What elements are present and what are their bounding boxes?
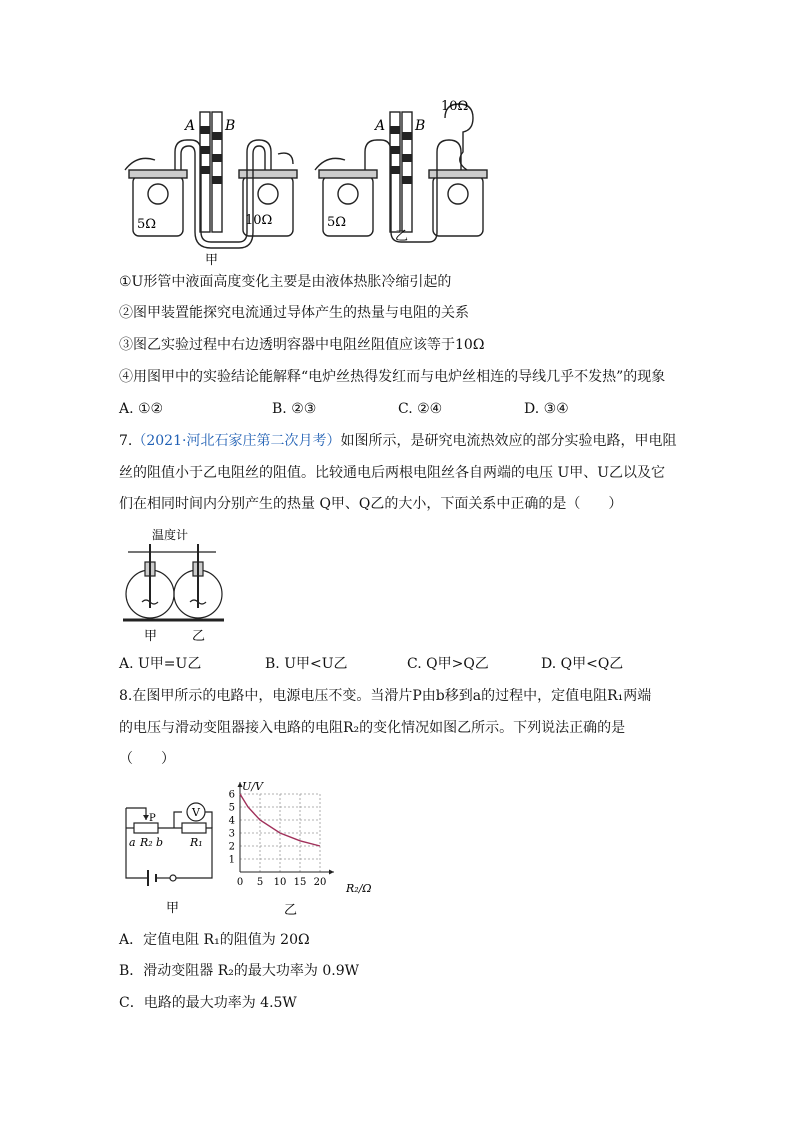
q6-option-c[interactable]: C. ②④ <box>398 401 443 417</box>
q7-line-2: 丝的阻值小于乙电阻丝的阻值。比较通电后两根电阻丝各自两端的电压 U甲、U乙以及它 <box>119 465 666 481</box>
q8-circuit-slider-p: P <box>149 813 156 824</box>
y-tick-label: 5 <box>228 802 235 814</box>
fig1-caption-left: 甲 <box>205 253 219 268</box>
q7-flask-right-label: 乙 <box>192 629 206 643</box>
fig1-res-5-right: 5Ω <box>327 215 347 230</box>
q6-option-b[interactable]: B. ②③ <box>272 401 317 417</box>
q6-statement-3: ③图乙实验过程中右边透明容器中电阻丝阻值应该等于10Ω <box>119 337 485 353</box>
fig1-label-b-right: B <box>415 118 426 134</box>
q6-statement-1: ①U形管中液面高度变化主要是由液体热胀冷缩引起的 <box>119 274 452 290</box>
q7-number: 7. <box>119 433 133 449</box>
x-tick-label: 0 <box>236 877 244 888</box>
q7-line-1-text: 如图所示，是研究电流热效应的部分实验电路，甲电阻 <box>340 433 677 449</box>
q8-line-1: 8.在图甲所示的电路中，电源电压不变。当滑片P由b移到a的过程中，定值电阻R₁两端 <box>119 688 652 704</box>
fig1-caption-right: 乙 <box>395 229 409 244</box>
q8-voltage-chart <box>224 778 384 918</box>
q8-line-2: 的电压与滑动变阻器接入电路的电阻R₂的变化情况如图乙所示。下列说法正确的是 <box>119 720 626 736</box>
q8-circuit-caption: 甲 <box>166 901 180 915</box>
q8-circuit-diagram <box>120 790 220 915</box>
q8-option-c[interactable]: C．电路的最大功率为 4.5W <box>119 995 297 1011</box>
q8-circuit-label-r1: R₁ <box>190 836 203 849</box>
q7-option-a[interactable]: A. U甲=U乙 <box>119 656 202 672</box>
q8-option-b[interactable]: B．滑动变阻器 R₂的最大功率为 0.9W <box>119 963 359 979</box>
fig1-res-5-left: 5Ω <box>137 217 157 232</box>
x-tick-label: 15 <box>293 877 307 888</box>
chart-x-axis-label: R₂/Ω <box>346 882 372 895</box>
q6-option-d[interactable]: D. ③④ <box>524 401 569 417</box>
q8-line-3: （ ） <box>119 751 175 767</box>
q7-option-b[interactable]: B. U甲<U乙 <box>265 656 348 672</box>
y-tick-label: 1 <box>228 854 235 866</box>
q7-source: （2021·河北石家庄第二次月考） <box>132 433 341 449</box>
u-tube-figure <box>115 92 505 270</box>
q7-option-d[interactable]: D. Q甲<Q乙 <box>541 656 624 672</box>
q8-circuit-label-a: a <box>129 836 136 849</box>
x-tick-label: 10 <box>273 877 287 888</box>
chart-axes <box>238 782 335 875</box>
y-tick-label: 2 <box>228 841 235 853</box>
q7-thermometer-label: 温度计 <box>152 528 189 542</box>
q8-circuit-label-b: b <box>156 836 164 849</box>
fig1-res-10-left: 10Ω <box>245 213 273 228</box>
q6-statement-2: ②图甲装置能探究电流通过导体产生的热量与电阻的关系 <box>119 305 469 321</box>
y-tick-label: 6 <box>228 789 235 801</box>
q8-circuit-voltmeter: V <box>192 806 200 819</box>
q8-option-a[interactable]: A．定值电阻 R₁的阻值为 20Ω <box>119 932 310 948</box>
fig1-label-a-right: A <box>375 118 386 134</box>
q7-flask-left-label: 甲 <box>144 629 158 643</box>
y-tick-label: 3 <box>228 828 235 840</box>
y-tick-label: 4 <box>228 815 235 827</box>
fig1-label-a: A <box>185 118 196 134</box>
x-axis-arrow <box>329 870 334 875</box>
q6-option-a[interactable]: A. ①② <box>119 401 164 417</box>
chart-y-axis-label: U/V <box>242 780 263 793</box>
q6-statement-4: ④用图甲中的实验结论能解释“电炉丝热得发红而与电炉丝相连的导线几乎不发热”的现象 <box>119 369 666 385</box>
x-tick-label: 20 <box>313 877 327 888</box>
fig1-res-10-top: 10Ω <box>441 99 469 114</box>
chart-ticks <box>229 790 327 889</box>
fig1-label-b: B <box>225 118 236 134</box>
q7-option-c[interactable]: C. Q甲>Q乙 <box>407 656 489 672</box>
q7-line-1 <box>119 431 676 451</box>
q8-circuit-label-r2: R₂ <box>140 836 153 849</box>
q7-line-3: 们在相同时间内分别产生的热量 Q甲、Q乙的大小，下面关系中正确的是（ ） <box>119 496 623 512</box>
q7-flask-figure <box>118 528 228 643</box>
chart-caption: 乙 <box>284 903 298 918</box>
x-tick-label: 5 <box>256 877 264 888</box>
